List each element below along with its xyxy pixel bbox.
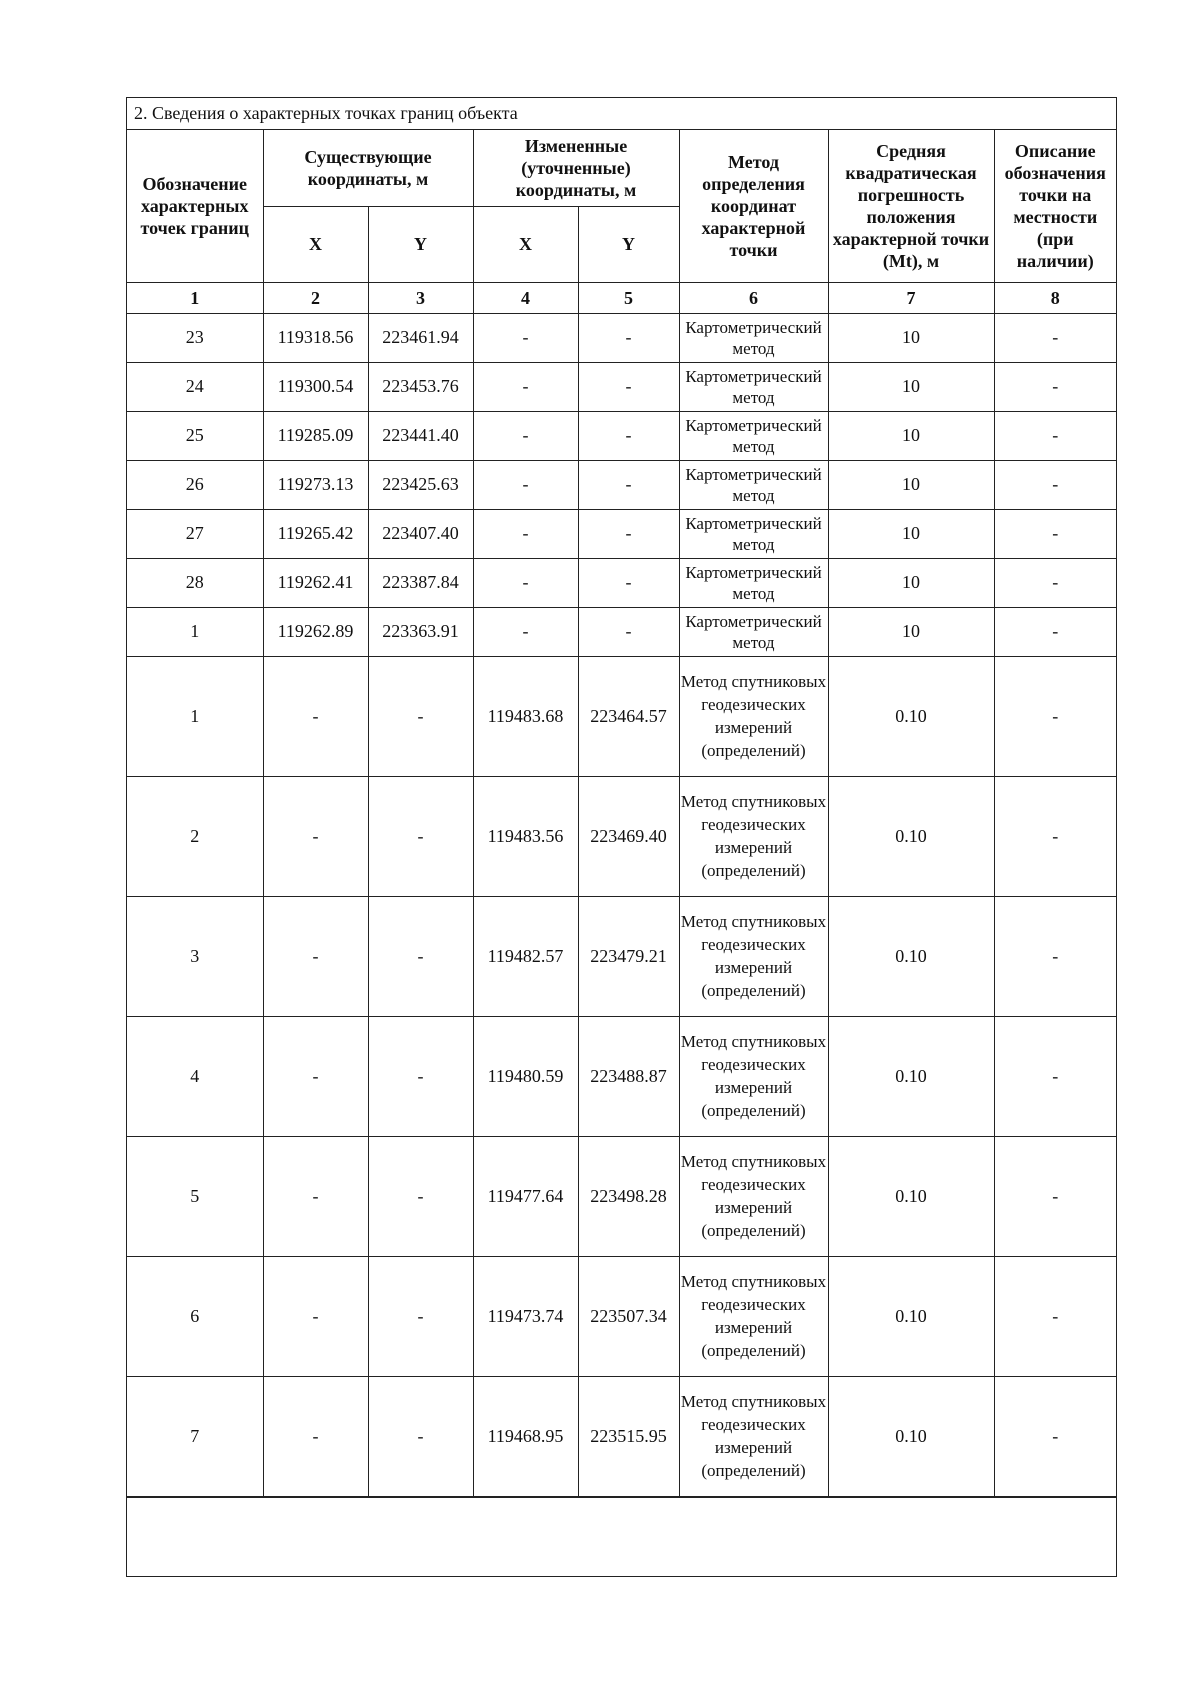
changed-x: - bbox=[473, 411, 578, 460]
description: - bbox=[994, 460, 1116, 509]
method: Метод спутниковых геодезических измерений (определений) bbox=[679, 1136, 828, 1256]
changed-x: - bbox=[473, 313, 578, 362]
table-row bbox=[127, 607, 1116, 656]
accuracy: 0.10 bbox=[828, 1136, 994, 1256]
existing-x: 119265.42 bbox=[263, 509, 368, 558]
column-number: 6 bbox=[679, 282, 828, 313]
method: Метод спутниковых геодезических измерений (определений) bbox=[679, 656, 828, 776]
table-row bbox=[127, 1376, 1116, 1496]
changed-y: 223479.21 bbox=[578, 896, 679, 1016]
header-designation: Обозначение характерных точек границ bbox=[127, 130, 263, 282]
existing-x: - bbox=[263, 1256, 368, 1376]
existing-y: - bbox=[368, 896, 473, 1016]
changed-x: - bbox=[473, 509, 578, 558]
accuracy: 10 bbox=[828, 460, 994, 509]
header-existing-x: X bbox=[263, 206, 368, 282]
table-row bbox=[127, 509, 1116, 558]
section-title: 2. Сведения о характерных точках границ объекта bbox=[127, 98, 1116, 130]
changed-x: - bbox=[473, 558, 578, 607]
existing-x: 119285.09 bbox=[263, 411, 368, 460]
existing-y: 223461.94 bbox=[368, 313, 473, 362]
point-id: 2 bbox=[127, 776, 263, 896]
column-number: 3 bbox=[368, 282, 473, 313]
description: - bbox=[994, 776, 1116, 896]
column-number: 4 bbox=[473, 282, 578, 313]
point-id: 7 bbox=[127, 1376, 263, 1496]
method: Картометрический метод bbox=[679, 313, 828, 362]
description: - bbox=[994, 656, 1116, 776]
table-row bbox=[127, 1256, 1116, 1376]
description: - bbox=[994, 1376, 1116, 1496]
table-row bbox=[127, 460, 1116, 509]
changed-x: - bbox=[473, 362, 578, 411]
description: - bbox=[994, 509, 1116, 558]
existing-x: 119318.56 bbox=[263, 313, 368, 362]
point-id: 5 bbox=[127, 1136, 263, 1256]
accuracy: 0.10 bbox=[828, 896, 994, 1016]
point-id: 23 bbox=[127, 313, 263, 362]
changed-x: - bbox=[473, 460, 578, 509]
table-row bbox=[127, 896, 1116, 1016]
header-accuracy: Средняя квадратическая погрешность положения характерной точки (Mt), м bbox=[828, 130, 994, 282]
method: Метод спутниковых геодезических измерений (определений) bbox=[679, 1016, 828, 1136]
method: Метод спутниковых геодезических измерений (определений) bbox=[679, 1256, 828, 1376]
changed-y: - bbox=[578, 558, 679, 607]
existing-x: - bbox=[263, 896, 368, 1016]
header-changed-y: Y bbox=[578, 206, 679, 282]
point-id: 1 bbox=[127, 656, 263, 776]
column-number: 1 bbox=[127, 282, 263, 313]
existing-y: 223363.91 bbox=[368, 607, 473, 656]
existing-y: - bbox=[368, 1256, 473, 1376]
existing-y: 223387.84 bbox=[368, 558, 473, 607]
description: - bbox=[994, 313, 1116, 362]
changed-x: 119477.64 bbox=[473, 1136, 578, 1256]
description: - bbox=[994, 1136, 1116, 1256]
changed-x: 119483.68 bbox=[473, 656, 578, 776]
method: Картометрический метод bbox=[679, 411, 828, 460]
header-existing-y: Y bbox=[368, 206, 473, 282]
existing-x: 119273.13 bbox=[263, 460, 368, 509]
method: Картометрический метод bbox=[679, 558, 828, 607]
accuracy: 10 bbox=[828, 313, 994, 362]
existing-x: 119262.41 bbox=[263, 558, 368, 607]
changed-y: 223515.95 bbox=[578, 1376, 679, 1496]
existing-y: - bbox=[368, 1376, 473, 1496]
description: - bbox=[994, 411, 1116, 460]
table-row bbox=[127, 776, 1116, 896]
changed-y: 223507.34 bbox=[578, 1256, 679, 1376]
existing-y: - bbox=[368, 1136, 473, 1256]
existing-y: 223441.40 bbox=[368, 411, 473, 460]
description: - bbox=[994, 1016, 1116, 1136]
existing-x: - bbox=[263, 656, 368, 776]
empty-footer-area bbox=[127, 1497, 1116, 1576]
existing-y: - bbox=[368, 1016, 473, 1136]
column-number-row bbox=[127, 282, 1116, 313]
description: - bbox=[994, 607, 1116, 656]
accuracy: 0.10 bbox=[828, 1256, 994, 1376]
table-row bbox=[127, 362, 1116, 411]
existing-y: 223407.40 bbox=[368, 509, 473, 558]
point-id: 4 bbox=[127, 1016, 263, 1136]
changed-x: - bbox=[473, 607, 578, 656]
existing-x: - bbox=[263, 1136, 368, 1256]
header-changed-x: X bbox=[473, 206, 578, 282]
point-id: 26 bbox=[127, 460, 263, 509]
changed-y: 223498.28 bbox=[578, 1136, 679, 1256]
header-method: Метод определения координат характерной точки bbox=[679, 130, 828, 282]
changed-x: 119483.56 bbox=[473, 776, 578, 896]
column-number: 5 bbox=[578, 282, 679, 313]
changed-x: 119482.57 bbox=[473, 896, 578, 1016]
boundary-points-table bbox=[127, 130, 1116, 1497]
header-changed-coords: Измененные (уточненные) координаты, м bbox=[473, 130, 679, 206]
accuracy: 10 bbox=[828, 607, 994, 656]
accuracy: 0.10 bbox=[828, 776, 994, 896]
table-row bbox=[127, 656, 1116, 776]
changed-x: 119473.74 bbox=[473, 1256, 578, 1376]
point-id: 28 bbox=[127, 558, 263, 607]
existing-x: - bbox=[263, 1376, 368, 1496]
method: Картометрический метод bbox=[679, 460, 828, 509]
point-id: 27 bbox=[127, 509, 263, 558]
changed-y: - bbox=[578, 313, 679, 362]
header-description: Описание обозначения точки на местности (при наличии) bbox=[994, 130, 1116, 282]
changed-y: - bbox=[578, 362, 679, 411]
changed-y: 223488.87 bbox=[578, 1016, 679, 1136]
changed-y: - bbox=[578, 460, 679, 509]
description: - bbox=[994, 558, 1116, 607]
table-row bbox=[127, 313, 1116, 362]
header-existing-coords: Существующие координаты, м bbox=[263, 130, 473, 206]
point-id: 24 bbox=[127, 362, 263, 411]
changed-x: 119480.59 bbox=[473, 1016, 578, 1136]
point-id: 25 bbox=[127, 411, 263, 460]
existing-x: - bbox=[263, 776, 368, 896]
point-id: 3 bbox=[127, 896, 263, 1016]
point-id: 1 bbox=[127, 607, 263, 656]
accuracy: 0.10 bbox=[828, 1016, 994, 1136]
table-row bbox=[127, 1016, 1116, 1136]
point-id: 6 bbox=[127, 1256, 263, 1376]
accuracy: 10 bbox=[828, 411, 994, 460]
method: Картометрический метод bbox=[679, 607, 828, 656]
existing-x: 119262.89 bbox=[263, 607, 368, 656]
existing-y: - bbox=[368, 656, 473, 776]
existing-y: 223425.63 bbox=[368, 460, 473, 509]
method: Метод спутниковых геодезических измерений (определений) bbox=[679, 1376, 828, 1496]
column-number: 2 bbox=[263, 282, 368, 313]
changed-x: 119468.95 bbox=[473, 1376, 578, 1496]
existing-x: - bbox=[263, 1016, 368, 1136]
method: Картометрический метод bbox=[679, 509, 828, 558]
column-number: 7 bbox=[828, 282, 994, 313]
table-row bbox=[127, 411, 1116, 460]
method: Метод спутниковых геодезических измерений (определений) bbox=[679, 896, 828, 1016]
column-number: 8 bbox=[994, 282, 1116, 313]
existing-y: 223453.76 bbox=[368, 362, 473, 411]
coordinates-sheet bbox=[126, 97, 1117, 1577]
accuracy: 10 bbox=[828, 362, 994, 411]
table-row bbox=[127, 558, 1116, 607]
table-row bbox=[127, 1136, 1116, 1256]
description: - bbox=[994, 896, 1116, 1016]
changed-y: - bbox=[578, 509, 679, 558]
method: Метод спутниковых геодезических измерений (определений) bbox=[679, 776, 828, 896]
accuracy: 10 bbox=[828, 558, 994, 607]
accuracy: 0.10 bbox=[828, 1376, 994, 1496]
description: - bbox=[994, 1256, 1116, 1376]
existing-y: - bbox=[368, 776, 473, 896]
changed-y: 223469.40 bbox=[578, 776, 679, 896]
changed-y: - bbox=[578, 411, 679, 460]
accuracy: 0.10 bbox=[828, 656, 994, 776]
existing-x: 119300.54 bbox=[263, 362, 368, 411]
method: Картометрический метод bbox=[679, 362, 828, 411]
accuracy: 10 bbox=[828, 509, 994, 558]
changed-y: - bbox=[578, 607, 679, 656]
description: - bbox=[994, 362, 1116, 411]
changed-y: 223464.57 bbox=[578, 656, 679, 776]
